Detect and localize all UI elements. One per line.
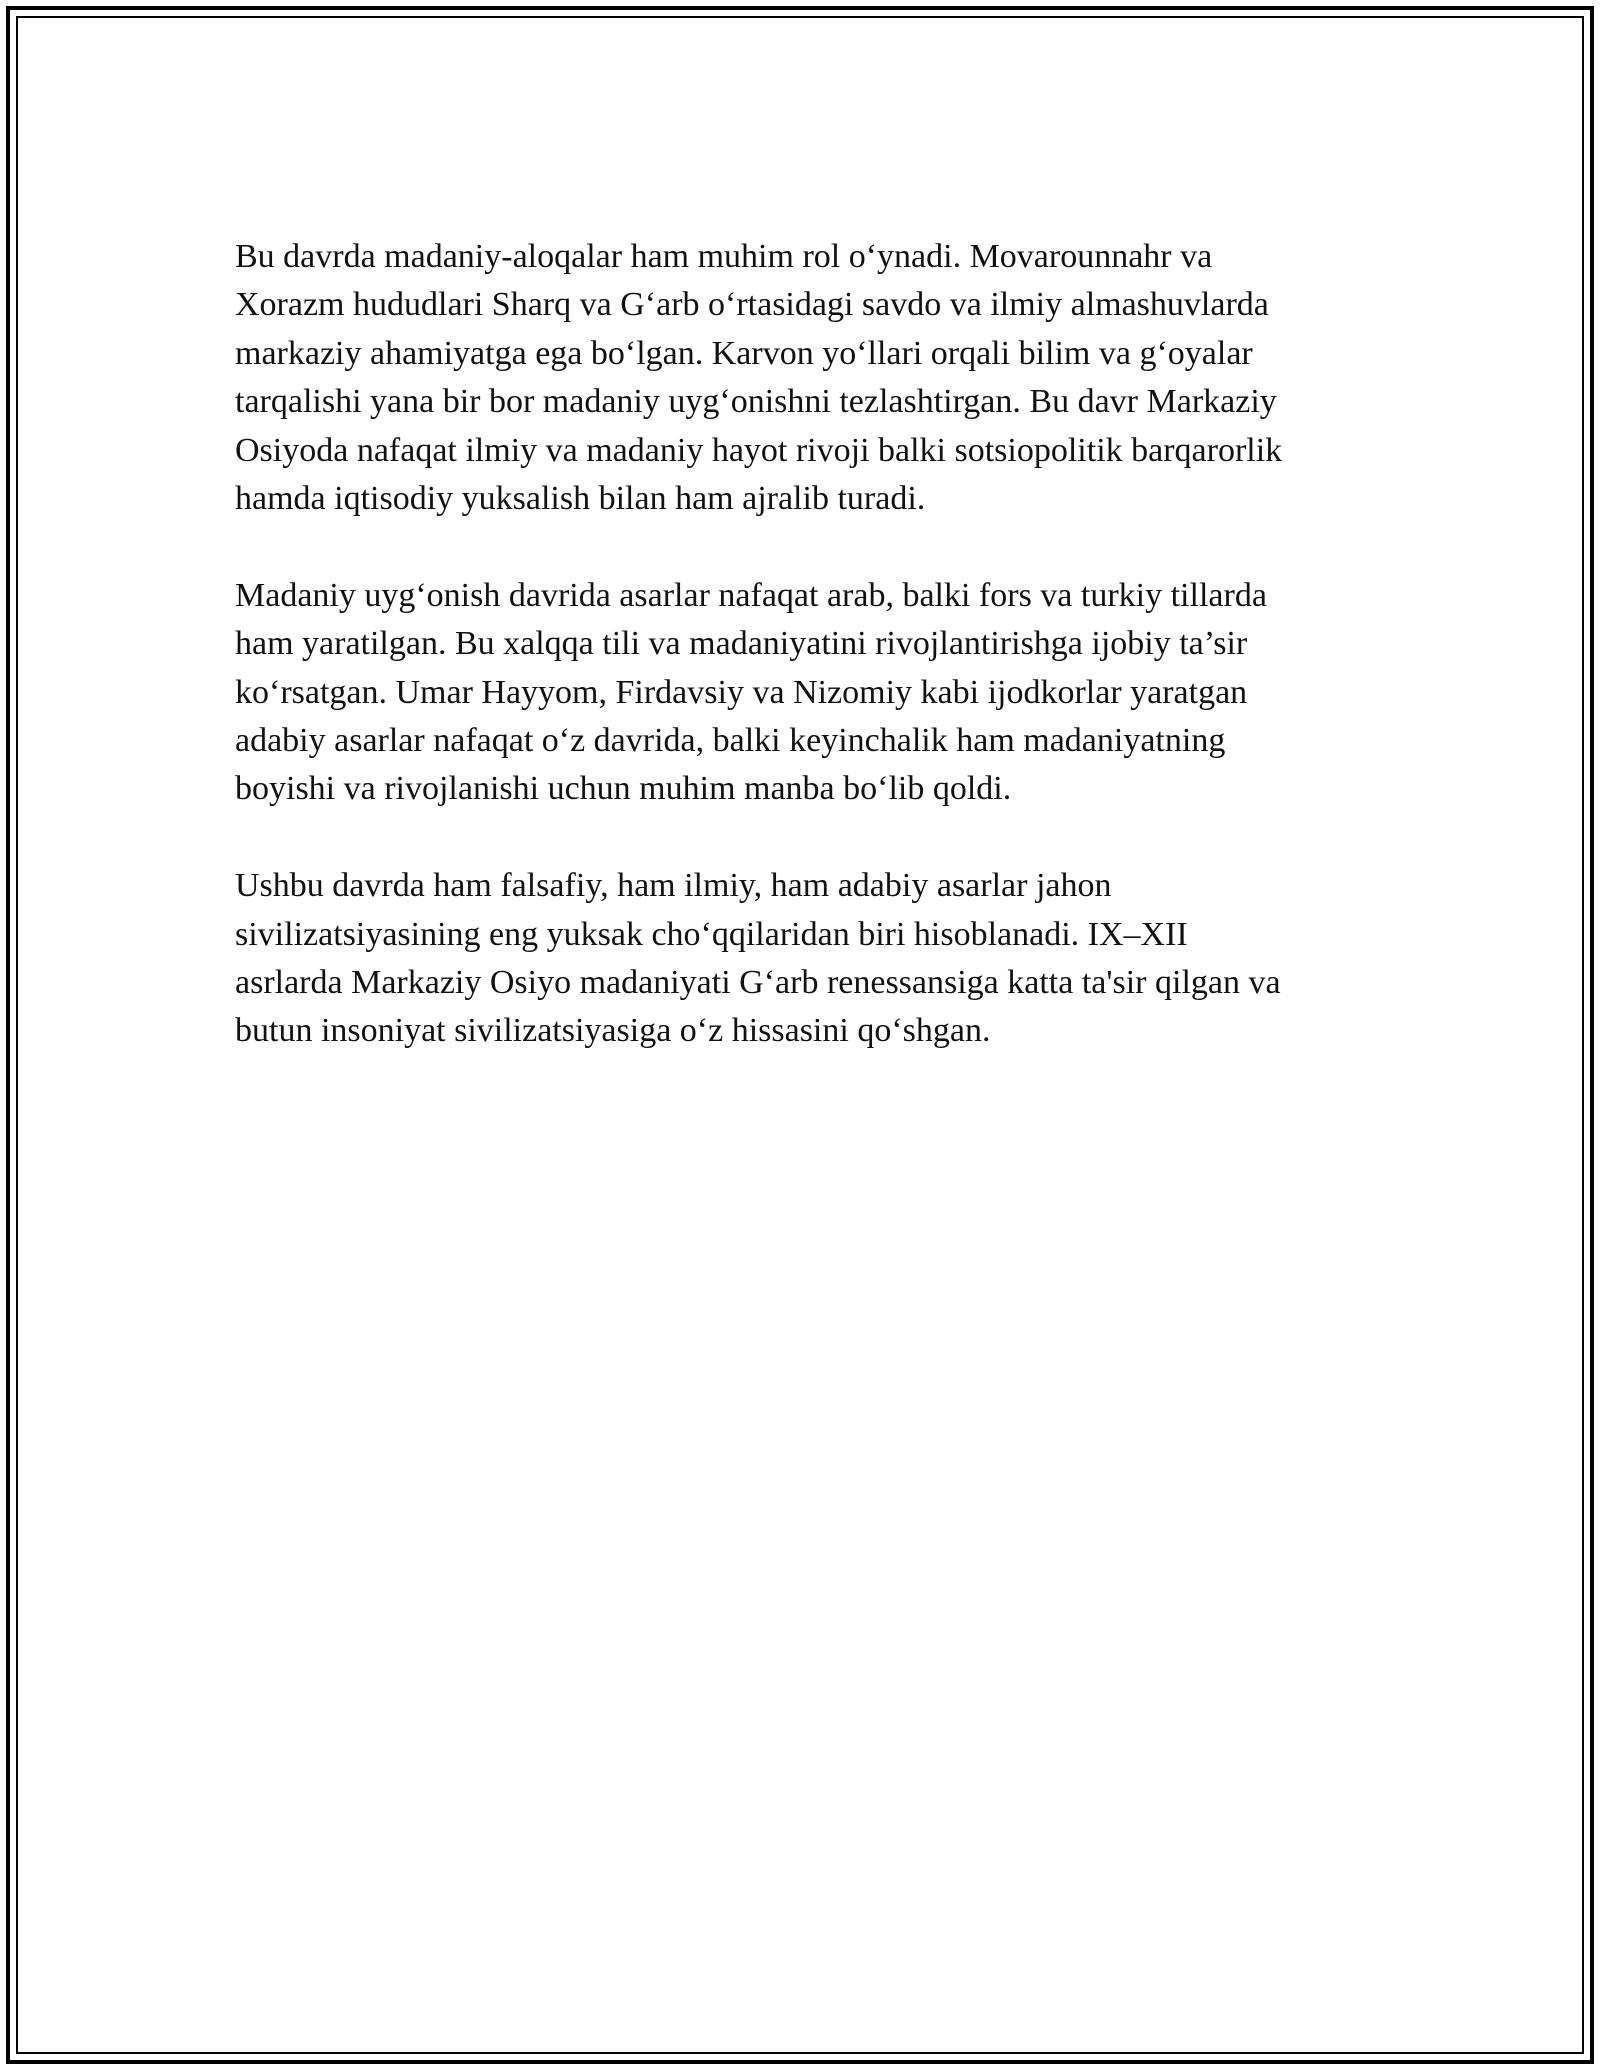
paragraph-line: Ushbu davrda ham falsafiy, ham ilmiy, ham adabiy asarlar jahon	[235, 867, 1112, 905]
paragraph-line: hamda iqtisodiy yuksalish bilan ham ajralib turadi.	[235, 480, 926, 518]
paragraph-line: butun insoniyat sivilizatsiyasiga o‘z hissasini qo‘shgan.	[235, 1012, 991, 1050]
paragraph-line: ko‘rsatgan. Umar Hayyom, Firdavsiy va Nizomiy kabi ijodkorlar yaratgan	[235, 673, 1248, 711]
paragraph-line: Osiyoda nafaqat ilmiy va madaniy hayot rivoji balki sotsiopolitik barqarorlik	[235, 431, 1283, 469]
paragraph-3	[235, 862, 1375, 1056]
paragraph-1	[235, 233, 1375, 523]
paragraph-line: asrlarda Markaziy Osiyo madaniyati G‘arb renessansiga katta ta'sir qilgan va	[235, 964, 1281, 1002]
paragraph-line: Madaniy uyg‘onish davrida asarlar nafaqat arab, balki fors va turkiy tillarda	[235, 576, 1267, 614]
paragraph-line: adabiy asarlar nafaqat o‘z davrida, balki keyinchalik ham madaniyatning	[235, 722, 1226, 760]
paragraph-line: markaziy ahamiyatga ega bo‘lgan. Karvon yo‘llari orqali bilim va g‘oyalar	[235, 334, 1253, 372]
paragraph-line: Xorazm hududlari Sharq va G‘arb o‘rtasidagi savdo va ilmiy almashuvlarda	[235, 286, 1269, 324]
document-body	[235, 233, 1375, 1104]
paragraph-line: boyishi va rivojlanishi uchun muhim manba bo‘lib qoldi.	[235, 770, 1012, 808]
paragraph-line: tarqalishi yana bir bor madaniy uyg‘onishni tezlashtirgan. Bu davr Markaziy	[235, 383, 1277, 421]
paragraph-line: Bu davrda madaniy-aloqalar ham muhim rol o‘ynadi. Movarounnahr va	[235, 238, 1213, 275]
paragraph-2	[235, 572, 1375, 814]
paragraph-line: ham yaratilgan. Bu xalqqa tili va madaniyatini rivojlantirishga ijobiy ta’sir	[235, 625, 1248, 663]
paragraph-line: sivilizatsiyasining eng yuksak cho‘qqilaridan biri hisoblanadi. IX–XII	[235, 915, 1188, 953]
